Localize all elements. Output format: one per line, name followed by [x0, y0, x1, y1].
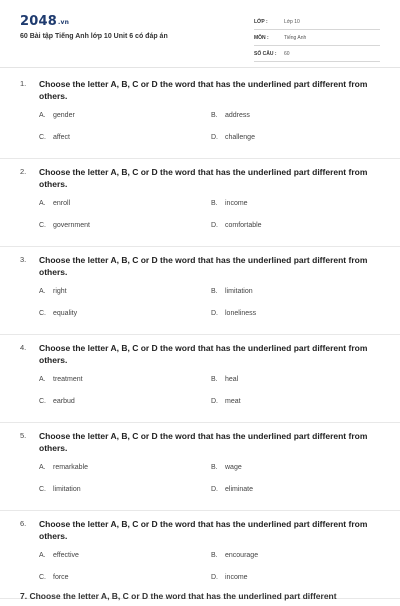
meta-label: SỐ CÂU :: [254, 50, 277, 57]
question-stem: [20, 166, 380, 190]
option-c[interactable]: [39, 222, 211, 244]
question-number: 6.: [20, 519, 27, 528]
option-letter: C.: [39, 134, 46, 141]
question-7-partial: 7. Choose the letter A, B, C or D the word that has the underlined part different: [20, 591, 337, 601]
question-text: Choose the letter A, B, C or D the word that has the underlined part different from others.: [39, 167, 368, 189]
option-grid: [20, 112, 380, 156]
option-a[interactable]: [39, 200, 211, 222]
option-letter: A.: [39, 288, 46, 295]
option-text: limitation: [225, 288, 253, 295]
option-text: comfortable: [225, 222, 262, 229]
option-text: loneliness: [225, 310, 257, 317]
option-d[interactable]: [211, 486, 383, 508]
question-stem: [20, 342, 380, 366]
option-b[interactable]: [211, 288, 383, 310]
option-text: affect: [53, 134, 70, 141]
option-letter: C.: [39, 310, 46, 317]
document-title: 60 Bài tập Tiếng Anh lớp 10 Unit 6 có đáp án: [20, 33, 168, 40]
meta-label: LỚP :: [254, 18, 268, 25]
question-divider: [0, 158, 400, 159]
option-letter: C.: [39, 574, 46, 581]
option-letter: A.: [39, 112, 46, 119]
option-text: wage: [225, 464, 242, 471]
option-letter: A.: [39, 552, 46, 559]
meta-row-subject: [254, 30, 380, 46]
option-text: challenge: [225, 134, 255, 141]
question-1: [20, 78, 380, 159]
question-list: [20, 78, 380, 606]
question-2: [20, 166, 380, 247]
question-number: 1.: [20, 79, 27, 88]
option-d[interactable]: [211, 398, 383, 420]
option-letter: C.: [39, 486, 46, 493]
meta-value: Tiếng Anh: [284, 34, 307, 41]
meta-value: 60: [284, 50, 290, 57]
question-divider: [0, 246, 400, 247]
option-text: address: [225, 112, 250, 119]
option-b[interactable]: [211, 112, 383, 134]
option-letter: B.: [211, 376, 218, 383]
option-grid: [20, 288, 380, 332]
question-number: 4.: [20, 343, 27, 352]
option-letter: B.: [211, 552, 218, 559]
question-text: Choose the letter A, B, C or D the word that has the underlined part different from others.: [39, 343, 368, 365]
logo-text: 2048: [20, 14, 57, 29]
option-text: right: [53, 288, 67, 295]
option-letter: B.: [211, 464, 218, 471]
option-text: remarkable: [53, 464, 89, 471]
option-letter: D.: [211, 222, 218, 229]
option-grid: [20, 464, 380, 508]
option-letter: D.: [211, 310, 218, 317]
option-letter: B.: [211, 288, 218, 295]
question-stem: [20, 430, 380, 454]
option-grid: [20, 200, 380, 244]
site-logo[interactable]: [20, 14, 69, 29]
option-letter: C.: [39, 398, 46, 405]
meta-label: MÔN :: [254, 34, 269, 41]
option-c[interactable]: [39, 398, 211, 420]
option-d[interactable]: [211, 222, 383, 244]
option-letter: A.: [39, 200, 46, 207]
option-a[interactable]: [39, 464, 211, 486]
meta-row-count: [254, 46, 380, 62]
option-c[interactable]: [39, 134, 211, 156]
option-letter: D.: [211, 398, 218, 405]
option-b[interactable]: [211, 464, 383, 486]
option-text: equality: [53, 310, 78, 317]
question-4: [20, 342, 380, 423]
option-text: heal: [225, 376, 239, 383]
option-a[interactable]: [39, 376, 211, 398]
option-letter: C.: [39, 222, 46, 229]
option-d[interactable]: [211, 134, 383, 156]
option-text: effective: [53, 552, 79, 559]
option-text: income: [225, 200, 248, 207]
option-a[interactable]: [39, 112, 211, 134]
option-letter: B.: [211, 200, 218, 207]
question-text: Choose the letter A, B, C or D the word that has the underlined part different from others.: [39, 79, 368, 101]
option-letter: A.: [39, 464, 46, 471]
question-text: Choose the letter A, B, C or D the word that has the underlined part different from others.: [39, 431, 368, 453]
question-6: [20, 518, 380, 599]
question-divider: [0, 422, 400, 423]
page-header: [0, 0, 400, 62]
question-text: Choose the letter A, B, C or D the word that has the underlined part different from others.: [39, 519, 368, 541]
logo-suffix: .vn: [57, 19, 70, 26]
option-text: income: [225, 574, 248, 581]
option-text: government: [53, 222, 90, 229]
option-text: meat: [225, 398, 241, 405]
option-text: encourage: [225, 552, 259, 559]
option-letter: D.: [211, 134, 218, 141]
option-text: force: [53, 574, 69, 581]
option-d[interactable]: [211, 310, 383, 332]
document-meta: [254, 14, 380, 62]
question-stem: [20, 254, 380, 278]
option-letter: D.: [211, 486, 218, 493]
question-number: 2.: [20, 167, 27, 176]
meta-row-grade: [254, 14, 380, 30]
question-stem: [20, 518, 380, 542]
question-5: [20, 430, 380, 511]
option-text: gender: [53, 112, 75, 119]
question-divider: [0, 510, 400, 511]
option-text: eliminate: [225, 486, 254, 493]
option-text: enroll: [53, 200, 71, 207]
option-grid: [20, 552, 380, 596]
option-letter: B.: [211, 112, 218, 119]
option-b[interactable]: [211, 376, 383, 398]
option-a[interactable]: [39, 288, 211, 310]
option-c[interactable]: [39, 310, 211, 332]
option-letter: A.: [39, 376, 46, 383]
option-b[interactable]: [211, 552, 383, 574]
option-text: treatment: [53, 376, 83, 383]
option-a[interactable]: [39, 552, 211, 574]
option-text: limitation: [53, 486, 81, 493]
option-c[interactable]: [39, 486, 211, 508]
question-number: 5.: [20, 431, 27, 440]
question-divider: [0, 334, 400, 335]
question-3: [20, 254, 380, 335]
option-text: earbud: [53, 398, 75, 405]
question-stem: [20, 78, 380, 102]
question-number: 3.: [20, 255, 27, 264]
option-letter: D.: [211, 574, 218, 581]
meta-value: Lớp 10: [284, 18, 300, 25]
option-b[interactable]: [211, 200, 383, 222]
header-divider: [0, 67, 400, 68]
option-grid: [20, 376, 380, 420]
question-text: Choose the letter A, B, C or D the word that has the underlined part different from others.: [39, 255, 368, 277]
